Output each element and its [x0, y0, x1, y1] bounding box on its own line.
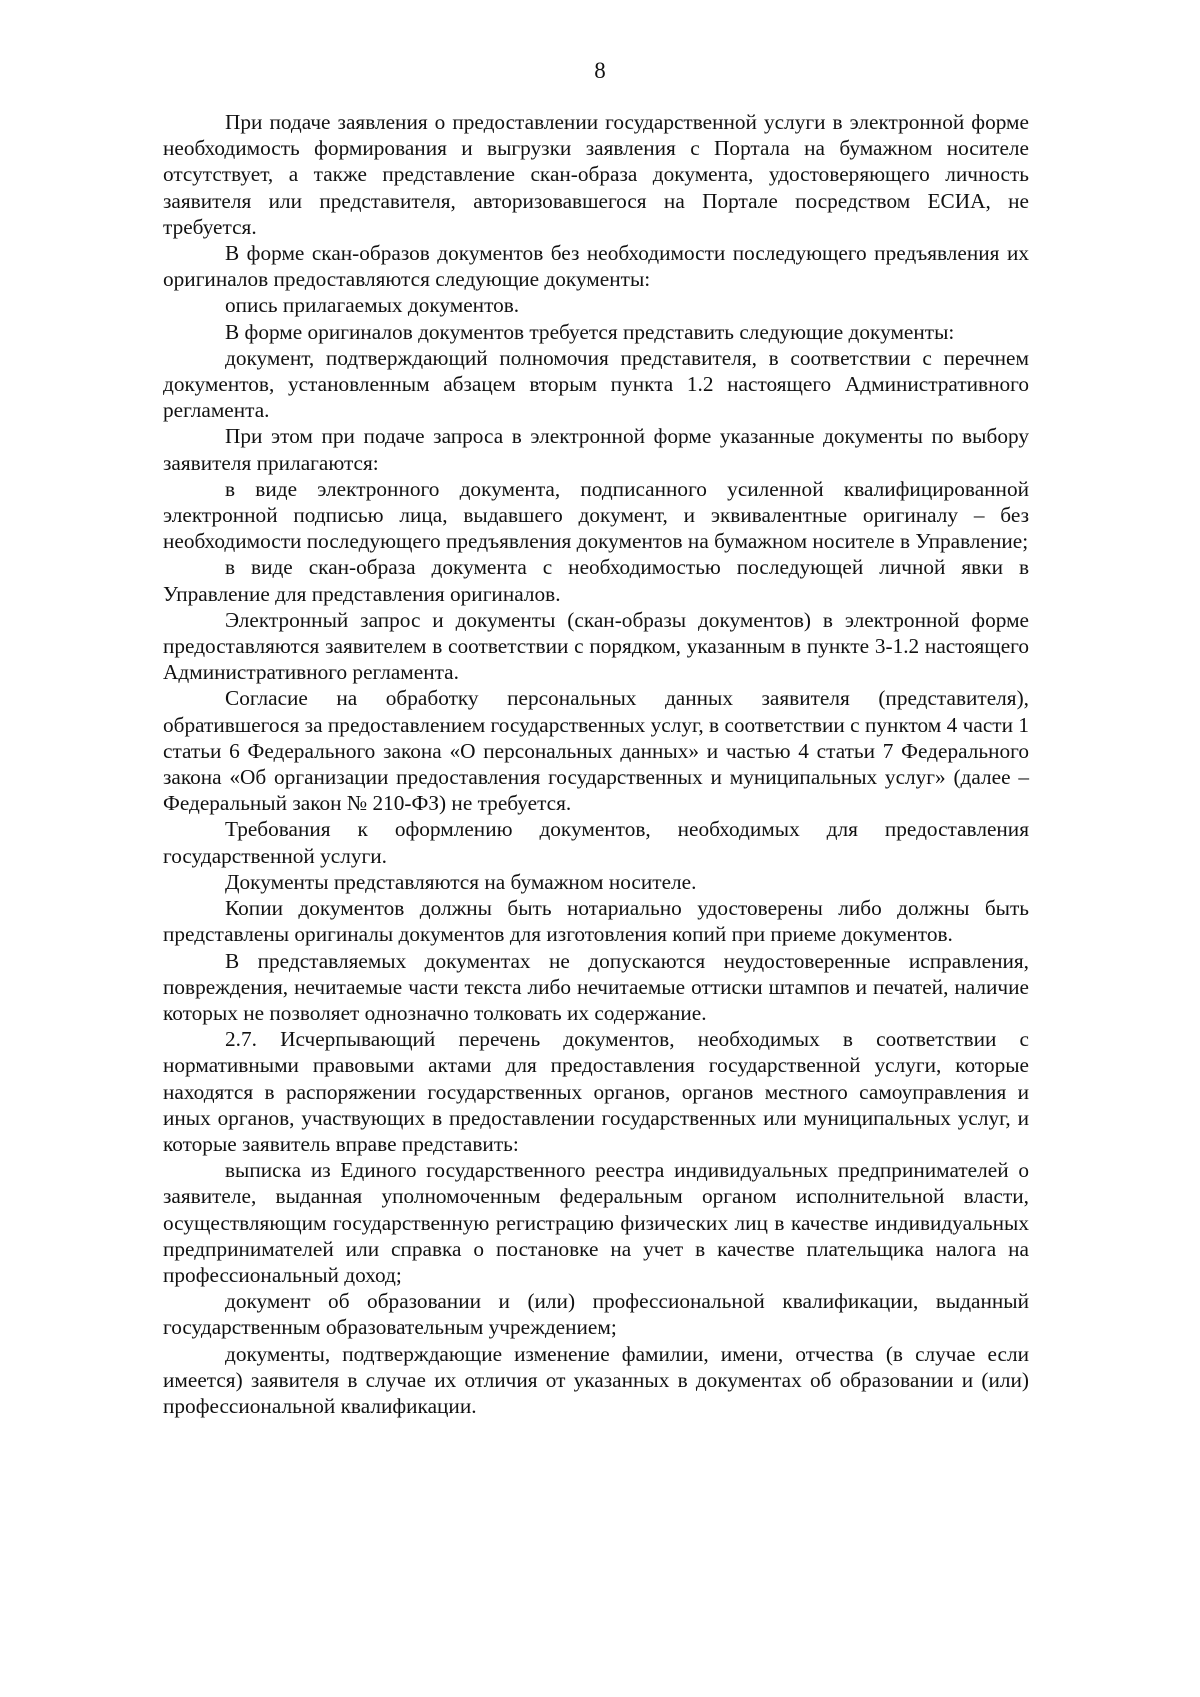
paragraph: Требования к оформлению документов, необходимых для предоставления государственной услуги.: [163, 817, 1029, 868]
paragraph: Документы представляются на бумажном носителе.: [225, 869, 697, 894]
list-item: выписка из Единого государственного реестра индивидуальных предпринимателей о заявителе, выданная уполномоченным федеральным органом исполнительной власти, осуществляющим государственную регистрацию физических лиц в качестве индивидуальных предпринимателей или справка о постановке на учет в качестве плательщика налога на профессиональный доход;: [163, 1158, 1029, 1287]
paragraph: в виде электронного документа, подписанного усиленной квалифицированной электронной подписью лица, выдавшего документ, и эквивалентные оригиналу – без необходимости последующего предъявления документов на бумажном носителе в Управление;: [163, 476, 1029, 554]
section-paragraph: 2.7. Исчерпывающий перечень документов, необходимых в соответствии с нормативными правовыми актами для предоставления государственной услуги, которые находятся в распоряжении государственных органов, органов местного самоуправления и иных органов, участвующих в предоставлении государственных или муниципальных услуг, и которые заявитель вправе представить:: [163, 1027, 1029, 1156]
paragraph: Электронный запрос и документы (скан-образы документов) в электронной форме предоставляются заявителем в соответствии с порядком, указанным в пункте 3-1.2 настоящего Административного регламента.: [163, 607, 1029, 685]
paragraph: Согласие на обработку персональных данных заявителя (представителя), обратившегося за предоставлением государственных услуг, в соответствии с пунктом 4 части 1 статьи 6 Федерального закона «О персональных данных» и частью 4 статьи 7 Федерального закона «Об организации предоставления государственных и муниципальных услуг» (далее – Федеральный закон № 210-ФЗ) не требуется.: [163, 686, 1029, 816]
paragraph: При этом при подаче запроса в электронной форме указанные документы по выбору заявителя прилагаются:: [163, 424, 1029, 475]
paragraph: В форме скан-образов документов без необходимости последующего предъявления их оригиналов предоставляются следующие документы:: [163, 241, 1029, 292]
paragraph: опись прилагаемых документов.: [225, 293, 520, 318]
list-item: документ об образовании и (или) профессиональной квалификации, выданный государственным образовательным учреждением;: [163, 1289, 1029, 1340]
paragraph: В форме оригиналов документов требуется представить следующие документы:: [225, 319, 955, 344]
page-body: [163, 109, 1029, 1419]
paragraph: Копии документов должны быть нотариально удостоверены либо должны быть представлены оригиналы документов для изготовления копий при приеме документов.: [163, 896, 1029, 947]
list-item: документы, подтверждающие изменение фамилии, имени, отчества (в случае если имеется) заявителя в случае их отличия от указанных в документах об образовании и (или) профессиональной квалификации.: [163, 1341, 1029, 1418]
paragraph: В представляемых документах не допускаются неудостоверенные исправления, повреждения, нечитаемые части текста либо нечитаемые оттиски штампов и печатей, наличие которых не позволяет однозначно толковать их содержание.: [163, 948, 1029, 1025]
paragraph: документ, подтверждающий полномочия представителя, в соответствии с перечнем документов, установленным абзацем вторым пункта 1.2 настоящего Административного регламента.: [163, 345, 1029, 423]
paragraph: в виде скан-образа документа с необходимостью последующей личной явки в Управление для представления оригиналов.: [163, 555, 1029, 606]
paragraph: При подаче заявления о предоставлении государственной услуги в электронной форме необходимость формирования и выгрузки заявления с Портала на бумажном носителе отсутствует, а также представление скан-образа документа, удостоверяющего личность заявителя или представителя, авторизовавшегося на Портале посредством ЕСИА, не требуется.: [163, 110, 1029, 239]
page-number: 8: [594, 58, 606, 83]
